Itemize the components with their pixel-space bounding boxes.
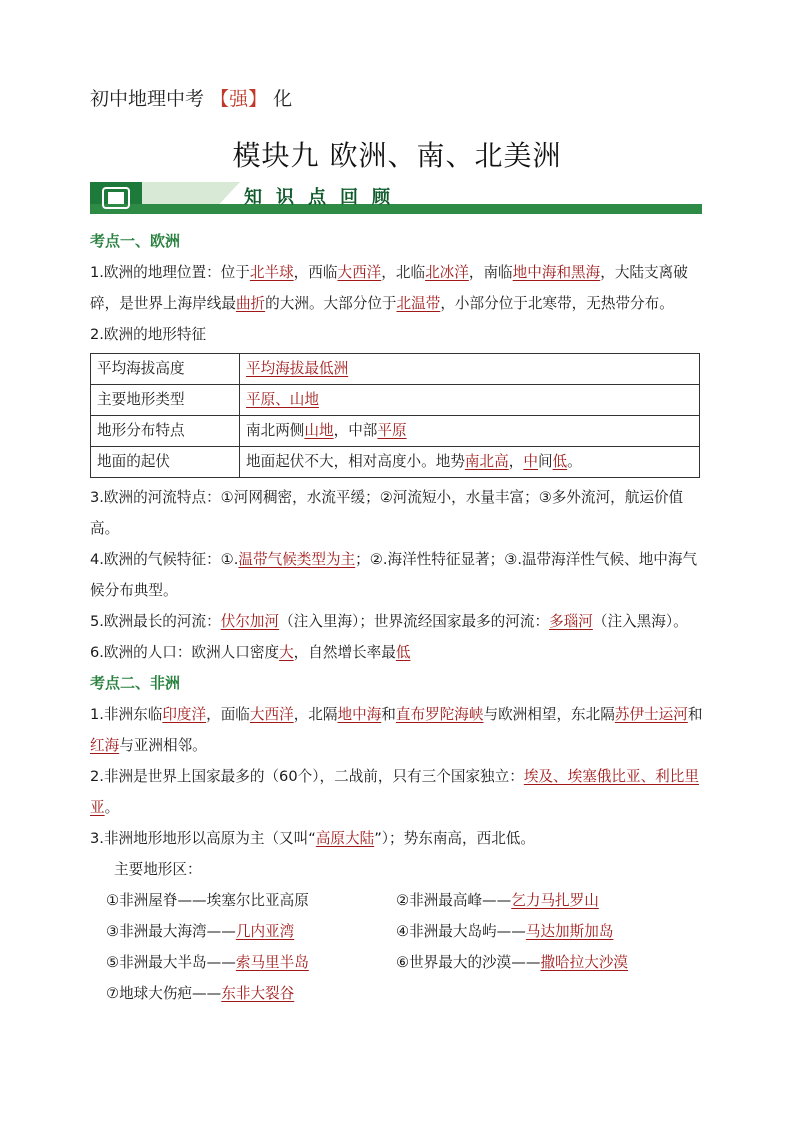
body-text: 6.欧洲的人口：欧洲人口密度 xyxy=(90,644,280,661)
table-row xyxy=(91,354,700,385)
body-text: 1.非洲东临 xyxy=(90,706,163,723)
answer-text: 伏尔加河 xyxy=(220,613,280,630)
body-text: （注入里海）；世界流经国家最多的河流： xyxy=(279,613,550,630)
europe-population-paragraph xyxy=(90,637,710,668)
body-text: ⑦地球大伤疤—— xyxy=(106,985,222,1002)
answer-text: 北温带 xyxy=(396,295,441,312)
body-text: 4.欧洲的气候特征：①. xyxy=(90,551,239,568)
body-text: ①非洲屋脊——埃塞尔比亚高原 xyxy=(106,892,309,909)
body-text: 和 xyxy=(381,706,396,723)
body-text: ③非洲最大海湾—— xyxy=(106,923,236,940)
europe-terrain-heading: 2.欧洲的地形特征 xyxy=(90,326,207,343)
answer-text: 苏伊士运河 xyxy=(614,706,688,723)
body-text: ⑤非洲最大半岛—— xyxy=(106,954,236,971)
body-text: 3.非洲地形地形以高原为主（又叫“ xyxy=(90,830,316,847)
body-text: ，北临 xyxy=(381,264,426,281)
answer-text: 地中海和黑海 xyxy=(512,264,601,281)
africa-location-paragraph xyxy=(90,699,710,761)
answer-text: 大西洋 xyxy=(337,264,382,281)
section-heading-europe: 考点一、欧洲 xyxy=(90,232,181,250)
africa-regions-title: 主要地形区： xyxy=(114,861,202,878)
answer-text: 马达加斯加岛 xyxy=(525,923,614,940)
answer-text: 平均海拔最低洲 xyxy=(246,360,349,377)
answer-text: 乞力马扎罗山 xyxy=(511,892,599,909)
answer-text: 红海 xyxy=(90,737,120,754)
body-text: 南北两侧 xyxy=(246,422,305,439)
answer-text: 撒哈拉大沙漠 xyxy=(540,954,629,971)
answer-text: 中 xyxy=(523,453,538,470)
list-item xyxy=(396,947,716,978)
body-text: ④非洲最大岛屿—— xyxy=(396,923,526,940)
europe-rivers-paragraph xyxy=(90,482,710,544)
body-text: 2.非洲是世界上国家最多的（60个），二战前，只有三个国家独立： xyxy=(90,768,524,785)
answer-text: 平原 xyxy=(377,422,407,439)
answer-text: 大西洋 xyxy=(249,706,294,723)
answer-text: 埃及、埃塞俄比亚、利比里亚 xyxy=(90,768,699,816)
answer-text: 高原大陆 xyxy=(315,830,375,847)
body-text: ，大陆支离破碎，是世界上海岸线最 xyxy=(90,264,688,312)
body-text: ”）；势东南高，西北低。 xyxy=(374,830,535,847)
europe-climate-paragraph xyxy=(90,544,710,606)
header-text-a: 初中地理中考 xyxy=(90,88,205,110)
table-cell-value xyxy=(240,447,700,478)
answer-text: 多瑙河 xyxy=(549,613,593,630)
body-text: 和 xyxy=(687,706,703,723)
document-body xyxy=(90,226,710,1009)
table-cell-value xyxy=(240,416,700,447)
body-text: ，北隔 xyxy=(293,706,338,723)
banner-title: 知识点回顾 xyxy=(244,187,404,208)
answer-text: 印度洋 xyxy=(162,706,207,723)
table-cell-value xyxy=(240,354,700,385)
body-text: ，西临 xyxy=(293,264,338,281)
list-item xyxy=(106,885,396,916)
body-text: ，小部分位于北寒带，无热带分布。 xyxy=(440,295,674,312)
europe-location-paragraph xyxy=(90,257,710,319)
answer-text: 东非大裂谷 xyxy=(221,985,295,1002)
table-cell-key: 地形分布特点 xyxy=(91,416,240,447)
table-row xyxy=(91,385,700,416)
table-cell-key: 地面的起伏 xyxy=(91,447,240,478)
answer-text: 直布罗陀海峡 xyxy=(395,706,484,723)
body-text: 地面起伏不大，相对高度小。地势 xyxy=(246,453,465,470)
list-item xyxy=(106,947,396,978)
body-text: ，中部 xyxy=(333,422,378,439)
body-text: 的大洲。大部分位于 xyxy=(265,295,397,312)
table-cell-value xyxy=(240,385,700,416)
body-text: ，面临 xyxy=(206,706,250,723)
list-item xyxy=(396,885,716,916)
answer-text: 温带气候类型为主 xyxy=(238,551,356,568)
list-item xyxy=(106,978,396,1009)
answer-text: 曲折 xyxy=(235,295,266,312)
body-text: 。 xyxy=(567,453,582,470)
body-text: ；②.海洋性特征显著；③.温带海洋性气候、地中海气候分布典型。 xyxy=(90,551,698,599)
table-cell-key: 主要地形类型 xyxy=(91,385,240,416)
answer-text: 低 xyxy=(552,453,568,470)
body-text: 5.欧洲最长的河流： xyxy=(90,613,221,630)
body-text: 。 xyxy=(104,799,120,816)
answer-text: 南北高 xyxy=(464,453,509,470)
body-text: ， xyxy=(508,453,524,470)
answer-text: 地中海 xyxy=(337,706,382,723)
answer-text: 北半球 xyxy=(249,264,294,281)
body-text: ②非洲最高峰—— xyxy=(396,892,512,909)
body-text: 与欧洲相望，东北隔 xyxy=(483,706,615,723)
table-row xyxy=(91,447,700,478)
africa-terrain-paragraph xyxy=(90,823,710,854)
europe-longest-river-paragraph xyxy=(90,606,710,637)
body-text: ⑥世界最大的沙漠—— xyxy=(396,954,541,971)
answer-text: 北冰洋 xyxy=(425,264,469,281)
body-text: ，自然增长率最 xyxy=(293,644,396,661)
list-item xyxy=(396,916,716,947)
table-row xyxy=(91,416,700,447)
body-text: ，南临 xyxy=(468,264,513,281)
africa-regions-list xyxy=(90,885,710,1009)
answer-text: 几内亚湾 xyxy=(235,923,295,940)
body-text: （注入黑海）。 xyxy=(592,613,688,630)
answer-text: 索马里半岛 xyxy=(235,954,309,971)
page-title: 模块九 欧洲、南、北美洲 xyxy=(232,139,562,172)
table-cell-key: 平均海拔高度 xyxy=(91,354,240,385)
section-heading-africa: 考点二、非洲 xyxy=(90,674,181,692)
document-header xyxy=(90,84,292,111)
header-text-b: 【强】 xyxy=(210,88,268,110)
answer-text: 大 xyxy=(279,644,294,661)
list-item xyxy=(106,916,396,947)
answer-text: 山地 xyxy=(304,422,334,439)
body-text: 1.欧洲的地理位置：位于 xyxy=(90,264,250,281)
body-text: 间 xyxy=(537,453,553,470)
terrain-table xyxy=(90,353,700,478)
header-text-c: 化 xyxy=(273,88,293,110)
africa-countries-paragraph xyxy=(90,761,710,823)
body-text: 与亚洲相邻。 xyxy=(119,737,207,754)
body-text: 3.欧洲的河流特点：①河网稠密，水流平缓；②河流短小，水量丰富；③多外流河，航运价值高。 xyxy=(90,489,684,537)
answer-text: 平原、山地 xyxy=(246,391,319,408)
answer-text: 低 xyxy=(395,644,411,661)
